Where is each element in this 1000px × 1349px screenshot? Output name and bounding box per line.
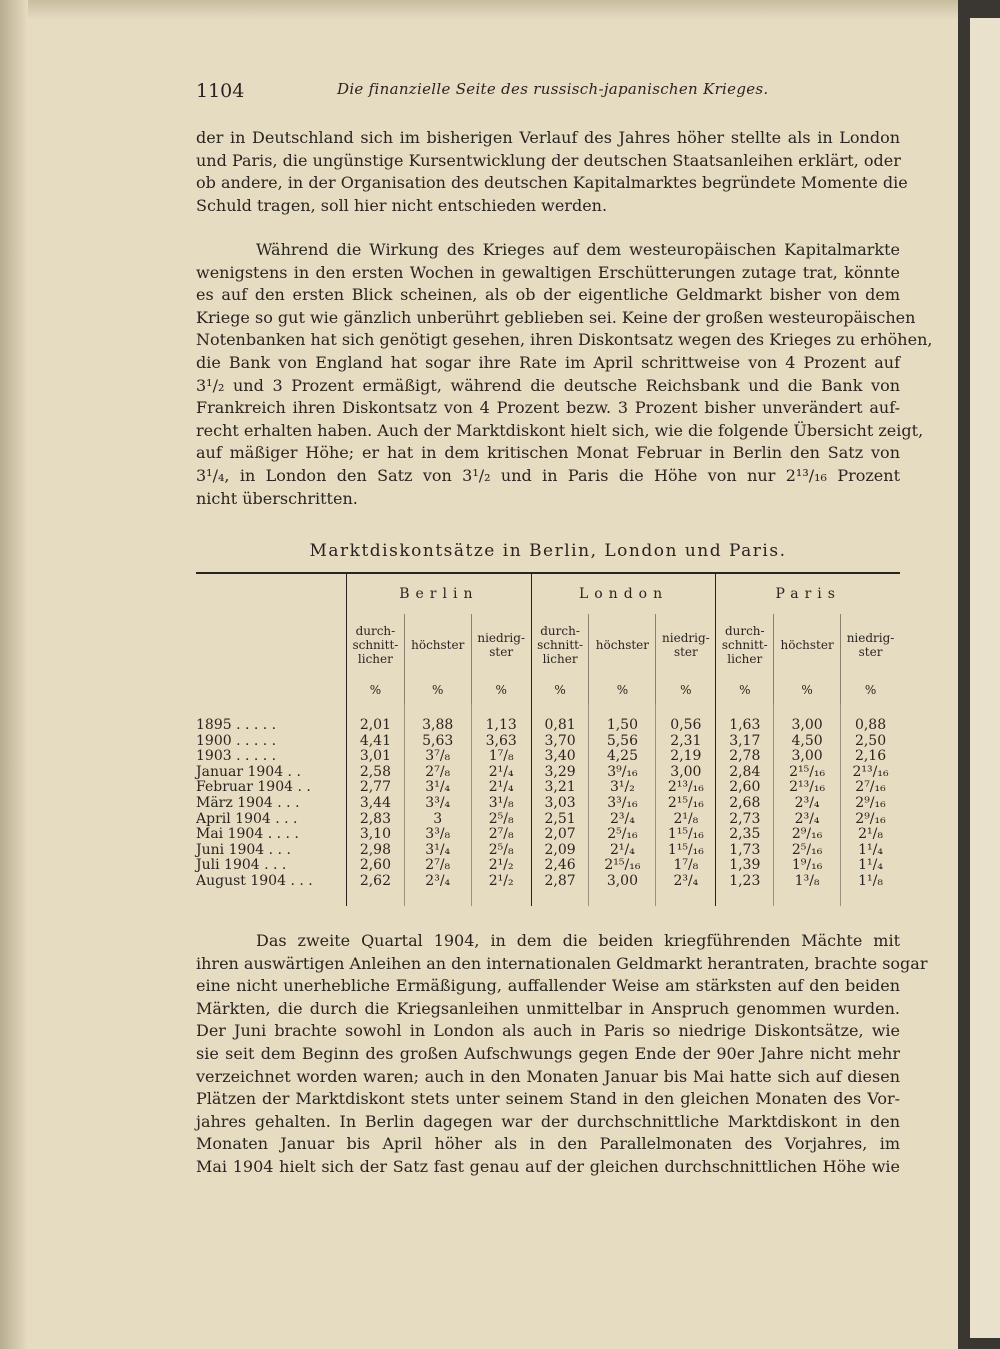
table-cell: 2³/₄ — [774, 796, 841, 812]
table-cell: 2⁵/₈ — [471, 812, 531, 828]
table-cell: 3,00 — [656, 765, 716, 781]
column-subheader: höchster — [589, 614, 656, 676]
table-cell: 4,50 — [774, 734, 841, 750]
table-cell: 2¹³/₁₆ — [841, 765, 900, 781]
table-cell: 3,40 — [531, 749, 589, 765]
table-cell: 1³/₈ — [774, 874, 841, 890]
table-cell: 2³/₄ — [656, 874, 716, 890]
spacer-cell — [716, 890, 774, 906]
table-row — [196, 812, 900, 828]
table-cell: 5,56 — [589, 734, 656, 750]
table-cell: 3¹/₂ — [589, 780, 656, 796]
unit-label: % — [774, 676, 841, 704]
table-cell: 2¹/₄ — [471, 780, 531, 796]
table-cell: 2¹³/₁₆ — [656, 780, 716, 796]
table-cell: 1¹/₄ — [841, 858, 900, 874]
table-cell: 2⁷/₈ — [471, 827, 531, 843]
table-cell: 2,35 — [716, 827, 774, 843]
text-line: auf mäßiger Höhe; er hat in dem kritischen Monat Februar in Berlin den Satz von — [196, 443, 900, 463]
table-cell: 2¹⁵/₁₆ — [656, 796, 716, 812]
column-group-header: Berlin — [347, 573, 532, 614]
table-cell: 1⁹/₁₆ — [774, 858, 841, 874]
table-cell: 2,31 — [656, 734, 716, 750]
table-cell: 3,70 — [531, 734, 589, 750]
table-cell: 5,63 — [404, 734, 471, 750]
table-cell: 1¹/₈ — [841, 874, 900, 890]
spacer-cell — [347, 890, 405, 906]
table-row — [196, 749, 900, 765]
table-cell: 2¹/₈ — [841, 827, 900, 843]
table-row — [196, 827, 900, 843]
text-line: Schuld tragen, soll hier nicht entschieden werden. — [196, 195, 608, 215]
table-cell: 0,81 — [531, 718, 589, 734]
column-subheader: durch- schnitt- licher — [347, 614, 405, 676]
table-cell: 3 — [404, 812, 471, 828]
page-gutter — [0, 0, 28, 1349]
table-row — [196, 858, 900, 874]
text-line: Kriege so gut wie gänzlich unberührt geblieben sei. Keine der großen westeuropäischen — [196, 307, 916, 327]
table-cell: 1,50 — [589, 718, 656, 734]
spacer-cell — [404, 704, 471, 718]
spacer-cell — [774, 890, 841, 906]
table-cell: 3¹/₄ — [404, 780, 471, 796]
text-line: 3¹/₂ und 3 Prozent ermäßigt, während die deutsche Reichsbank und die Bank von — [196, 375, 900, 395]
row-label: Juni 1904 . . . — [196, 841, 291, 858]
row-label: April 1904 . . . — [196, 810, 298, 827]
table-cell: 3³/₈ — [404, 827, 471, 843]
table-cell: 2,16 — [841, 749, 900, 765]
text-line: wenigstens in den ersten Wochen in gewaltigen Erschütterungen zutage trat, könnte — [196, 262, 900, 282]
spacer-cell — [531, 890, 589, 906]
table-cell: 2,62 — [347, 874, 405, 890]
table-cell: 2,01 — [347, 718, 405, 734]
table-cell: 2⁵/₈ — [471, 843, 531, 859]
spacer-cell — [841, 890, 900, 906]
table-cell: 1¹⁵/₁₆ — [656, 827, 716, 843]
row-label: Januar 1904 . . — [196, 763, 301, 780]
table-cell: 1,39 — [716, 858, 774, 874]
table-row — [196, 874, 900, 890]
spacer-cell — [196, 890, 347, 906]
unit-label: % — [589, 676, 656, 704]
table-cell: 2,60 — [347, 858, 405, 874]
unit-label: % — [716, 676, 774, 704]
table-cell: 2,78 — [716, 749, 774, 765]
table-cell: 2,87 — [531, 874, 589, 890]
column-subheader: niedrig- ster — [471, 614, 531, 676]
row-label: Februar 1904 . . — [196, 779, 311, 796]
table-cell: 2¹/₄ — [471, 765, 531, 781]
column-group-header: London — [531, 573, 716, 614]
discount-rates-table — [196, 572, 900, 906]
text-line: ihren auswärtigen Anleihen an den internationalen Geldmarkt herantraten, brachte sogar — [196, 953, 928, 973]
page-number: 1104 — [196, 80, 245, 102]
table-cell: 3³/₄ — [404, 796, 471, 812]
table-cell: 1,13 — [471, 718, 531, 734]
table-cell: 2,07 — [531, 827, 589, 843]
spacer-cell — [589, 890, 656, 906]
text-line: Der Juni brachte sowohl in London als auch in Paris so niedrige Diskontsätze, wie — [196, 1021, 900, 1041]
text-line: und Paris, die ungünstige Kursentwicklung der deutschen Staatsanleihen erklärt, oder — [196, 150, 901, 170]
table-cell: 3,00 — [774, 749, 841, 765]
spacer-cell — [716, 704, 774, 718]
table-cell: 3,63 — [471, 734, 531, 750]
table-cell: 2,19 — [656, 749, 716, 765]
row-label: 1903 . . . . . — [196, 748, 277, 765]
spacer-cell — [589, 704, 656, 718]
table-cell: 2,73 — [716, 812, 774, 828]
spacer-cell — [196, 704, 347, 718]
table-cell: 0,56 — [656, 718, 716, 734]
table-cell: 4,41 — [347, 734, 405, 750]
text-line: Plätzen der Marktdiskont stets unter seinem Stand in den gleichen Monaten des Vor- — [196, 1089, 900, 1109]
text-line: sie seit dem Beginn des großen Aufschwungs gegen Ende der 90er Jahre nicht mehr — [196, 1043, 900, 1063]
table-cell: 1,23 — [716, 874, 774, 890]
table-cell: 2¹⁵/₁₆ — [589, 858, 656, 874]
column-subheader: durch- schnitt- licher — [716, 614, 774, 676]
column-subheader: niedrig- ster — [841, 614, 900, 676]
table-cell: 2⁹/₁₆ — [774, 827, 841, 843]
table-cell: 0,88 — [841, 718, 900, 734]
table-cell: 3⁹/₁₆ — [589, 765, 656, 781]
table-cell: 2¹/₂ — [471, 874, 531, 890]
table-cell: 2¹³/₁₆ — [774, 780, 841, 796]
next-page-edge — [970, 18, 1000, 1338]
table-cell: 2³/₄ — [404, 874, 471, 890]
text-line: jahres gehalten. In Berlin dagegen war der durchschnittliche Marktdiskont in den — [196, 1111, 900, 1131]
row-label: 1895 . . . . . — [196, 717, 277, 733]
table-cell: 3¹/₈ — [471, 796, 531, 812]
table-cell: 3³/₁₆ — [589, 796, 656, 812]
spacer-cell — [656, 890, 716, 906]
text-line: Während die Wirkung des Krieges auf dem westeuropäischen Kapitalmarkte — [256, 240, 900, 259]
text-line: eine nicht unerhebliche Ermäßigung, auffallender Weise am stärksten auf den beiden — [196, 976, 900, 996]
text-line: Monaten Januar bis April höher als in den Parallelmonaten des Vorjahres, im — [196, 1134, 900, 1154]
spacer-cell — [774, 704, 841, 718]
table-cell: 2,60 — [716, 780, 774, 796]
spacer-cell — [347, 704, 405, 718]
table-cell: 3,03 — [531, 796, 589, 812]
text-line: 3¹/₄, in London den Satz von 3¹/₂ und in Paris die Höhe von nur 2¹³/₁₆ Prozent — [196, 465, 900, 485]
table-cell: 2¹⁵/₁₆ — [774, 765, 841, 781]
text-line: die Bank von England hat sogar ihre Rate im April schrittweise von 4 Prozent auf — [196, 352, 900, 372]
table-row — [196, 796, 900, 812]
table-cell: 2⁷/₈ — [404, 765, 471, 781]
spacer-cell — [471, 704, 531, 718]
table-cell: 2,50 — [841, 734, 900, 750]
table-cell: 2¹/₄ — [589, 843, 656, 859]
text-line: ob andere, in der Organisation des deutschen Kapitalmarktes begründete Momente die — [196, 173, 908, 193]
table-cell: 3¹/₄ — [404, 843, 471, 859]
table-cell: 2¹/₈ — [656, 812, 716, 828]
text-line: Mai 1904 hielt sich der Satz fast genau auf der gleichen durchschnittlichen Höhe wie — [196, 1156, 900, 1176]
unit-label: % — [656, 676, 716, 704]
table-cell: 2,46 — [531, 858, 589, 874]
table-cell: 3⁷/₈ — [404, 749, 471, 765]
table-cell: 2,09 — [531, 843, 589, 859]
paragraph-3 — [196, 930, 928, 1179]
text-line: Das zweite Quartal 1904, in dem die beiden kriegführenden Mächte mit — [256, 931, 900, 950]
table-cell: 2⁹/₁₆ — [841, 812, 900, 828]
unit-label: % — [347, 676, 405, 704]
table-row — [196, 765, 900, 781]
table-cell: 2,58 — [347, 765, 405, 781]
table-cell: 2⁵/₁₆ — [589, 827, 656, 843]
spacer-cell — [404, 890, 471, 906]
text-line: es auf den ersten Blick scheinen, als ob der eigentliche Geldmarkt bisher von dem — [196, 285, 900, 305]
table-cell: 1,73 — [716, 843, 774, 859]
table-cell: 2,51 — [531, 812, 589, 828]
table-cell: 4,25 — [589, 749, 656, 765]
table-cell: 2⁷/₈ — [404, 858, 471, 874]
table-cell: 2,83 — [347, 812, 405, 828]
table-cell: 2⁷/₁₆ — [841, 780, 900, 796]
table-cell: 3,10 — [347, 827, 405, 843]
text-line: recht erhalten haben. Auch der Marktdiskont hielt sich, wie die folgende Übersicht zeigt, — [196, 420, 924, 440]
table-title: Marktdiskontsätze in Berlin, London und Paris. — [309, 541, 787, 561]
table-cell: 2⁵/₁₆ — [774, 843, 841, 859]
spacer-cell — [531, 704, 589, 718]
text-line: Notenbanken hat sich genötigt gesehen, ihren Diskontsatz wegen des Krieges zu erhöhen, — [196, 330, 933, 350]
column-subheader: durch- schnitt- licher — [531, 614, 589, 676]
column-group-header: Paris — [716, 573, 900, 614]
column-subheader: niedrig- ster — [656, 614, 716, 676]
spacer-cell — [471, 890, 531, 906]
paragraph-2 — [196, 239, 933, 510]
table-cell: 3,00 — [589, 874, 656, 890]
row-label: August 1904 . . . — [196, 872, 313, 889]
table-cell: 1,63 — [716, 718, 774, 734]
table-cell: 1¹/₄ — [841, 843, 900, 859]
stub-header — [196, 573, 347, 704]
table-cell: 3,01 — [347, 749, 405, 765]
row-label: Juli 1904 . . . — [196, 857, 287, 874]
table-cell: 2⁹/₁₆ — [841, 796, 900, 812]
table-row — [196, 718, 900, 734]
table-row — [196, 780, 900, 796]
unit-label: % — [841, 676, 900, 704]
text-line: der in Deutschland sich im bisherigen Verlauf des Jahres höher stellte als in London — [196, 128, 900, 147]
table-cell: 1⁷/₈ — [471, 749, 531, 765]
text-line: Märkten, die durch die Kriegsanleihen unmittelbar in Anspruch genommen wurden. — [196, 998, 900, 1018]
unit-label: % — [471, 676, 531, 704]
table-row — [196, 734, 900, 750]
table-cell: 3,44 — [347, 796, 405, 812]
column-subheader: höchster — [774, 614, 841, 676]
unit-label: % — [404, 676, 471, 704]
row-label: Mai 1904 . . . . — [196, 826, 299, 843]
row-label: März 1904 . . . — [196, 794, 300, 811]
table-cell: 2³/₄ — [774, 812, 841, 828]
table-cell: 2³/₄ — [589, 812, 656, 828]
table-cell: 3,00 — [774, 718, 841, 734]
table-cell: 2,98 — [347, 843, 405, 859]
running-title: Die finanzielle Seite des russisch-japanischen Krieges. — [337, 80, 769, 98]
table-cell: 3,17 — [716, 734, 774, 750]
table-cell: 2,77 — [347, 780, 405, 796]
table-cell: 3,88 — [404, 718, 471, 734]
text-line: verzeichnet worden waren; auch in den Monaten Januar bis Mai hatte sich auf diesen — [196, 1066, 900, 1086]
table-cell: 1¹⁵/₁₆ — [656, 843, 716, 859]
text-line: nicht überschritten. — [196, 488, 358, 508]
table-cell: 1⁷/₈ — [656, 858, 716, 874]
column-subheader: höchster — [404, 614, 471, 676]
page-top-shadow — [0, 0, 1000, 20]
text-line: Frankreich ihren Diskontsatz von 4 Prozent bezw. 3 Prozent bisher unverändert auf- — [196, 398, 900, 418]
table-cell: 2,68 — [716, 796, 774, 812]
table-cell: 2,84 — [716, 765, 774, 781]
spacer-cell — [841, 704, 900, 718]
table-cell: 3,21 — [531, 780, 589, 796]
row-label: 1900 . . . . . — [196, 732, 277, 749]
paragraph-1 — [196, 127, 908, 217]
table-cell: 3,29 — [531, 765, 589, 781]
table-row — [196, 843, 900, 859]
table-cell: 2¹/₂ — [471, 858, 531, 874]
spacer-cell — [656, 704, 716, 718]
unit-label: % — [531, 676, 589, 704]
